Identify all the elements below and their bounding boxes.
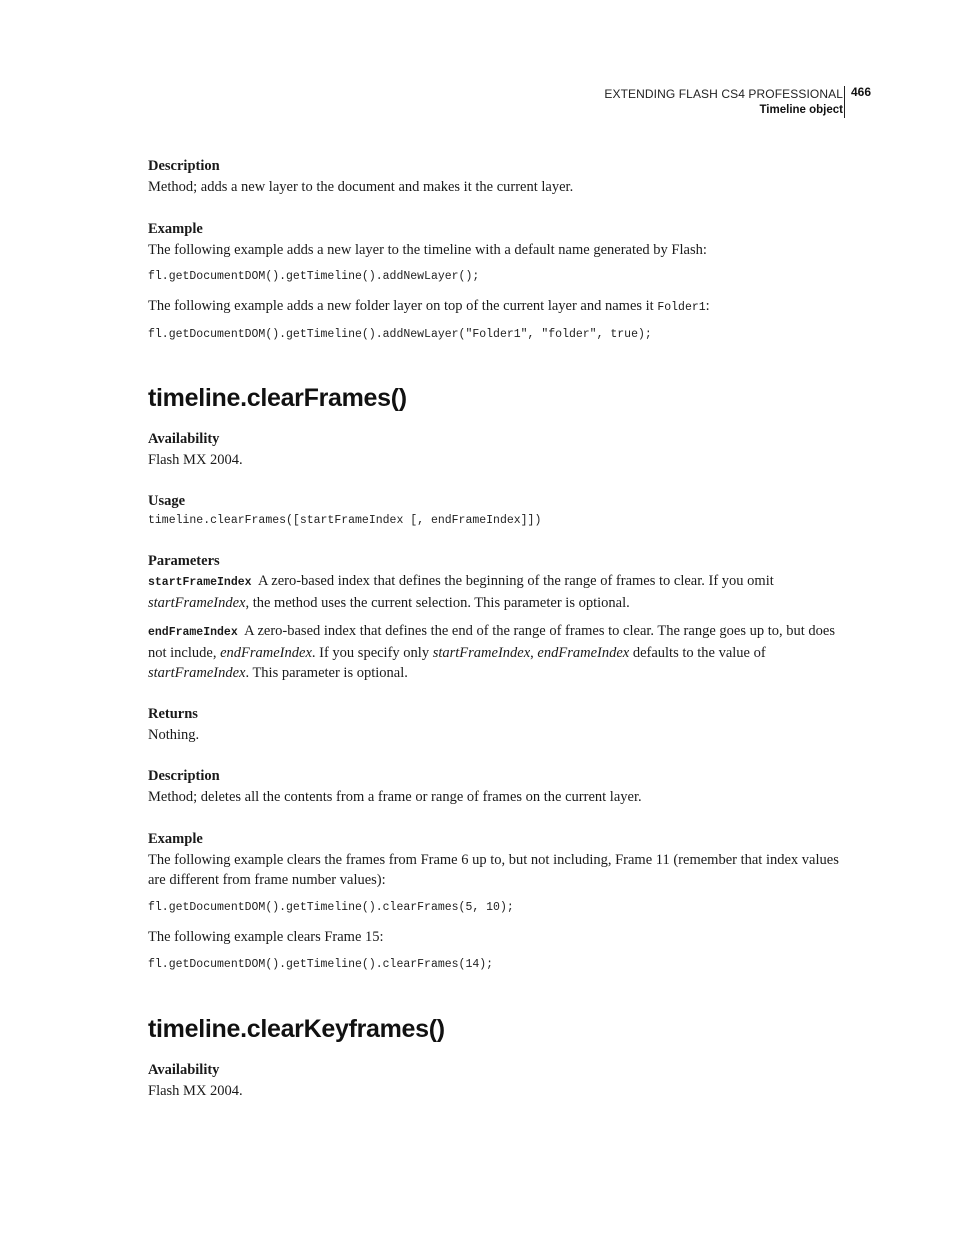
description-label: Description (148, 768, 220, 784)
availability-label: Availability (148, 431, 220, 447)
description-text: Method; adds a new layer to the document and makes it the current layer. (148, 179, 574, 195)
code-sample: fl.getDocumentDOM().getTimeline().addNewLayer("Folder1", "folder", true); (148, 328, 652, 341)
description-text: Method; deletes all the contents from a frame or range of frames on the current layer. (148, 789, 642, 805)
example-label: Example (148, 831, 203, 847)
description-label: Description (148, 158, 220, 174)
page-content (148, 156, 848, 1101)
parameter-name: endFrameIndex (148, 626, 238, 639)
parameter-start-frame-index: startFrameIndex A zero-based index that defines the beginning of the range of frames to clear. If you omit startFrameIndex, the method uses the current selection. This parameter is optional. (148, 573, 774, 611)
availability-text: Flash MX 2004. (148, 452, 243, 468)
example-text: The following example adds a new layer to the timeline with a default name generated by Flash: (148, 242, 707, 258)
usage-label: Usage (148, 493, 186, 509)
availability-text: Flash MX 2004. (148, 1083, 243, 1099)
returns-label: Returns (148, 706, 198, 722)
returns-text: Nothing. (148, 727, 200, 743)
running-head (604, 86, 843, 118)
example-text: The following example adds a new folder layer on top of the current layer and names it Folder1: (148, 298, 710, 314)
example-label: Example (148, 221, 203, 237)
section-title: Timeline object (759, 104, 843, 116)
header-divider (844, 86, 845, 118)
section-heading: timeline.clearFrames() (148, 384, 407, 412)
code-sample: fl.getDocumentDOM().getTimeline().clearFrames(14); (148, 958, 494, 971)
example-text: The following example clears Frame 15: (148, 929, 384, 945)
book-title: EXTENDING FLASH CS4 PROFESSIONAL (604, 87, 843, 101)
parameter-name: startFrameIndex (148, 576, 252, 589)
code-sample: fl.getDocumentDOM().getTimeline().addNewLayer(); (148, 270, 480, 283)
parameters-label: Parameters (148, 553, 220, 569)
usage-code: timeline.clearFrames([startFrameIndex [, endFrameIndex]]) (148, 514, 542, 527)
inline-code: Folder1 (657, 301, 706, 314)
section-heading: timeline.clearKeyframes() (148, 1015, 445, 1043)
availability-label: Availability (148, 1062, 220, 1078)
example-text: The following example clears the frames from Frame 6 up to, but not including, Frame 11 (remember that index values are different from frame number values): (148, 852, 839, 888)
code-sample: fl.getDocumentDOM().getTimeline().clearFrames(5, 10); (148, 901, 514, 914)
parameter-end-frame-index: endFrameIndex A zero-based index that defines the end of the range of frames to clear. The range goes up to, but does not include, endFrameIndex. If you specify only startFrameIndex, endFrameIndex defaults to the value of startFrameIndex. This parameter is optional. (148, 623, 835, 681)
page-number: 466 (851, 85, 872, 99)
